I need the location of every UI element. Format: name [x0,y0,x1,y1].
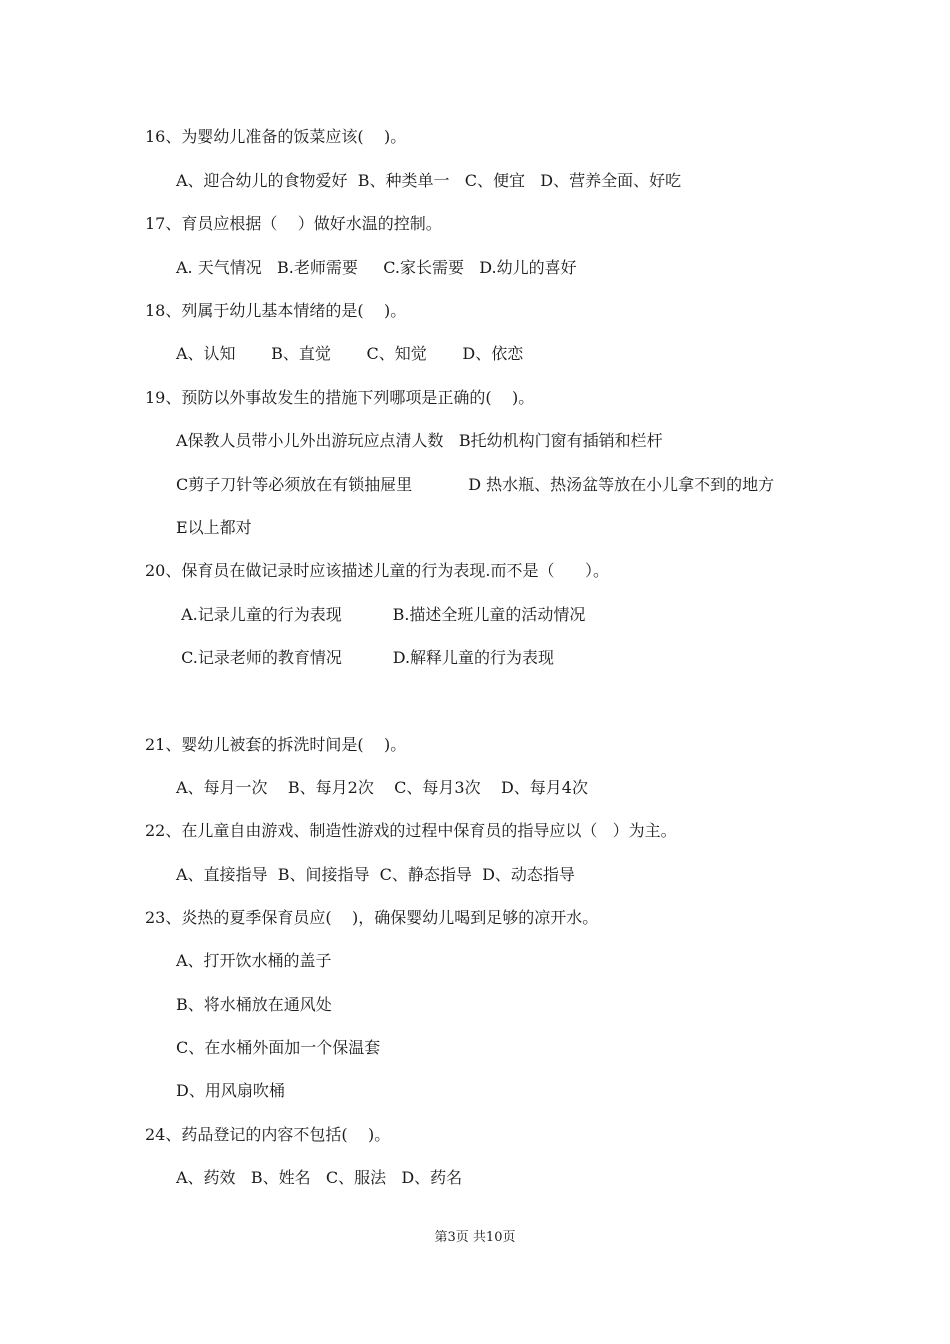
question-24-options: A、药效 B、姓名 C、服法 D、药名 [176,1168,463,1187]
question-16-options: A、迎合幼儿的食物爱好 B、种类单一 C、便宜 D、营养全面、好吃 [176,171,682,190]
question-19-option-row-3: E以上都对 [176,518,252,537]
question-21-options: A、每月一次 B、每月2次 C、每月3次 D、每月4次 [176,778,588,797]
question-22-stem: 22、在儿童自由游戏、制造性游戏的过程中保育员的指导应以（ ）为主。 [145,821,677,840]
question-16-stem: 16、为婴幼儿准备的饭菜应该( )。 [145,127,407,146]
question-20-option-row-2: C.记录老师的教育情况 D.解释儿童的行为表现 [176,648,555,667]
question-22-options: A、直接指导 B、间接指导 C、静态指导 D、动态指导 [176,865,575,884]
question-20-stem: 20、保育员在做记录时应该描述儿童的行为表现.而不是（ ）。 [145,561,609,580]
question-23-option-c: C、在水桶外面加一个保温套 [176,1038,381,1057]
question-23-option-d: D、用风扇吹桶 [176,1081,285,1100]
question-18-options: A、认知 B、直觉 C、知觉 D、依恋 [176,344,524,363]
question-19-stem: 19、预防以外事故发生的措施下列哪项是正确的( )。 [145,388,535,407]
question-19-option-row-2: C剪子刀针等必须放在有锁抽屉里 D 热水瓶、热汤盆等放在小儿拿不到的地方 [176,475,775,494]
question-24-stem: 24、药品登记的内容不包括( )。 [145,1125,391,1144]
question-23-option-b: B、将水桶放在通风处 [176,995,332,1014]
question-23-stem: 23、炎热的夏季保育员应( )，确保婴幼儿喝到足够的凉开水。 [145,908,599,927]
page-footer: 第3页 共10页 [434,1230,516,1245]
question-17-options: A. 天气情况 B.老师需要 C.家长需要 D.幼儿的喜好 [176,258,577,277]
question-20-option-row-1: A.记录儿童的行为表现 B.描述全班儿童的活动情况 [176,605,586,624]
question-18-stem: 18、列属于幼儿基本情绪的是( )。 [145,301,407,320]
question-23-option-a: A、打开饮水桶的盖子 [176,951,332,970]
question-17-stem: 17、育员应根据（ ）做好水温的控制。 [145,214,442,233]
question-21-stem: 21、婴幼儿被套的拆洗时间是( )。 [145,735,407,754]
question-19-option-row-1: A保教人员带小儿外出游玩应点清人数 B托幼机构门窗有插销和栏杆 [176,431,663,450]
